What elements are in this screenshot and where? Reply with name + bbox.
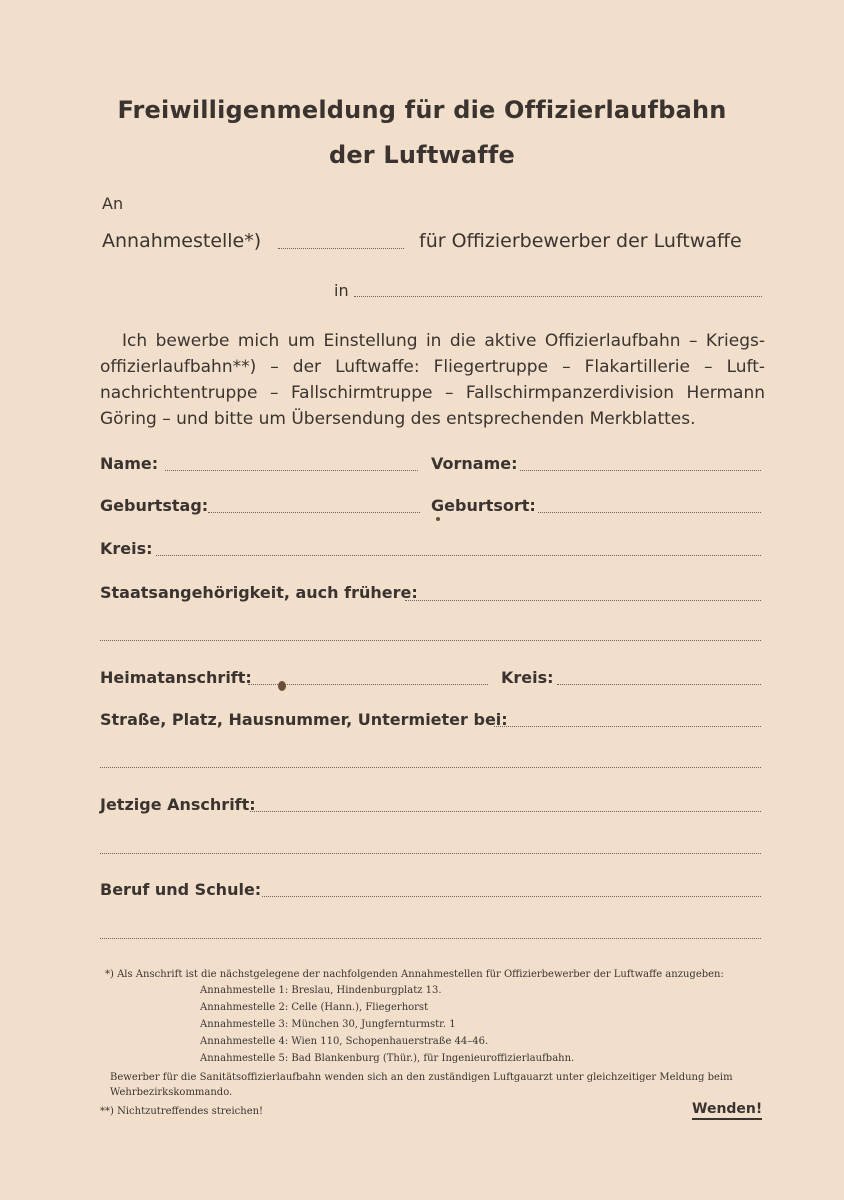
label-heimatanschrift: Heimatanschrift: — [100, 668, 252, 687]
staatsangehoerigkeit-field-2[interactable] — [100, 640, 761, 641]
label-geburtstag: Geburtstag: — [100, 496, 209, 515]
paper-stain — [278, 681, 286, 691]
paper-stain — [436, 517, 440, 521]
staatsangehoerigkeit-field[interactable] — [405, 600, 761, 601]
name-field[interactable] — [165, 470, 418, 471]
vorname-field[interactable] — [520, 470, 761, 471]
form-title-line2: der Luftwaffe — [328, 141, 516, 169]
annahmestelle-number-line[interactable] — [278, 248, 404, 249]
application-paragraph — [100, 328, 765, 432]
address-annahmestelle: Annahmestelle*) — [102, 230, 262, 252]
annahmestelle-item: Annahmestelle 5: Bad Blankenburg (Thür.), für Ingenieuroffizierlaufbahn. — [200, 1053, 575, 1064]
beruf-schule-field-2[interactable] — [100, 938, 761, 939]
paragraph-line: offizierlaufbahn**) – der Luftwaffe: Fliegertruppe – Flakartillerie – Luft- — [100, 357, 765, 377]
annahmestelle-item: Annahmestelle 1: Breslau, Hindenburgplatz 13. — [200, 985, 442, 996]
footnote-doublestar: **) Nichtzutreffendes streichen! — [100, 1106, 264, 1117]
address-an: An — [102, 194, 124, 213]
footnote-sanitaet: Bewerber für die Sanitätsoffizierlaufbahn wenden sich an den zuständigen Luftgauarzt unter gleichzeitiger Meldung beim — [110, 1072, 733, 1083]
address-in: in — [334, 281, 349, 300]
label-kreis: Kreis: — [100, 539, 153, 558]
kreis-field[interactable] — [156, 555, 761, 556]
strasse-field[interactable] — [494, 726, 761, 727]
address-fuer-offizierbewerber: für Offizierbewerber der Luftwaffe — [419, 230, 742, 252]
label-heimat-kreis: Kreis: — [501, 668, 554, 687]
label-geburtsort: Geburtsort: — [431, 496, 536, 515]
jetzige-anschrift-field[interactable] — [250, 811, 761, 812]
label-jetzige-anschrift: Jetzige Anschrift: — [100, 795, 256, 814]
annahmestelle-item: Annahmestelle 3: München 30, Jungfernturmstr. 1 — [200, 1019, 456, 1030]
label-strasse: Straße, Platz, Hausnummer, Untermieter bei: — [100, 710, 508, 729]
label-staatsangehoerigkeit: Staatsangehörigkeit, auch frühere: — [100, 583, 418, 602]
jetzige-anschrift-field-2[interactable] — [100, 853, 761, 854]
annahmestelle-item: Annahmestelle 4: Wien 110, Schopenhauerstraße 44–46. — [200, 1036, 489, 1047]
geburtsort-field[interactable] — [538, 512, 761, 513]
heimat-kreis-field[interactable] — [557, 684, 761, 685]
annahmestelle-item: Annahmestelle 2: Celle (Hann.), Fliegerhorst — [200, 1002, 429, 1013]
paragraph-line: Göring – und bitte um Übersendung des entsprechenden Merkblattes. — [100, 409, 696, 429]
beruf-schule-field[interactable] — [262, 896, 761, 897]
footnote-sanitaet-cont: Wehrbezirkskommando. — [110, 1087, 233, 1098]
label-name: Name: — [100, 454, 159, 473]
paragraph-line: Ich bewerbe mich um Einstellung in die aktive Offizierlaufbahn – Kriegs- — [122, 331, 765, 351]
geburtstag-field[interactable] — [208, 512, 420, 513]
strasse-field-2[interactable] — [100, 767, 761, 768]
footnote-star: *) Als Anschrift ist die nächstgelegene der nachfolgenden Annahmestellen für Offizierbewerber der Luftwaffe anzugeben: — [105, 969, 724, 980]
form-title-line1: Freiwilligenmeldung für die Offizierlaufbahn — [117, 96, 727, 124]
label-beruf-schule: Beruf und Schule: — [100, 880, 262, 899]
annahmestelle-city-line[interactable] — [354, 296, 762, 297]
label-vorname: Vorname: — [431, 454, 518, 473]
wenden-note: Wenden! — [692, 1101, 762, 1120]
paragraph-line: nachrichtentruppe – Fallschirmtruppe – Fallschirmpanzerdivision Hermann — [100, 383, 765, 403]
